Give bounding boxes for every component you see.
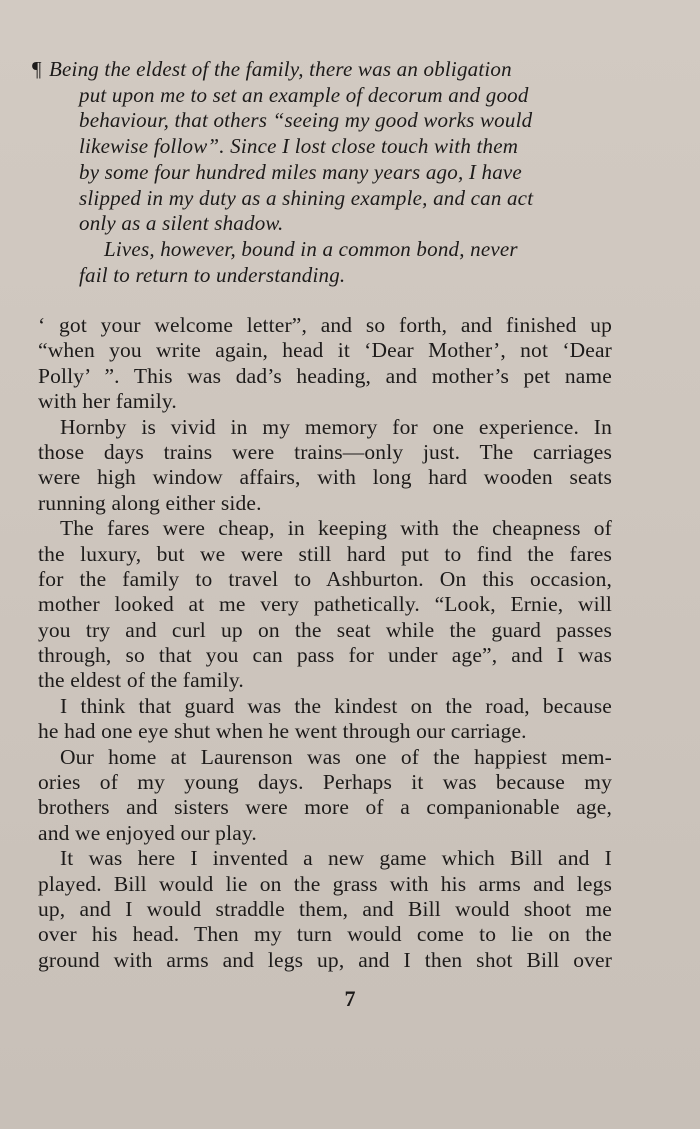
text-line: those days trains were trains—only just. The carriages: [38, 439, 612, 464]
text-line: The fares were cheap, in keeping with the cheapness of: [60, 516, 612, 541]
text-line: played. Bill would lie on the grass with his arms and legs: [38, 871, 612, 896]
text-line: “when you write again, head it ‘Dear Mother’, not ‘Dear: [38, 338, 612, 363]
text-line: Polly’ ”. This was dad’s heading, and mother’s pet name: [38, 363, 612, 388]
epigraph-line: ¶ Being the eldest of the family, there was an obligation: [32, 57, 512, 81]
text-line: mother looked at me very pathetically. “Look, Ernie, will: [38, 592, 612, 617]
text-line: running along either side.: [38, 490, 262, 515]
text-line: the luxury, but we were still hard put to find the fares: [38, 541, 612, 566]
text-line: through, so that you can pass for under age”, and I was: [38, 643, 612, 668]
pilcrow-mark: ¶: [32, 57, 42, 81]
page-number: 7: [344, 986, 356, 1011]
text-line: for the family to travel to Ashburton. On this occasion,: [38, 566, 612, 591]
text-line: the eldest of the family.: [38, 668, 244, 693]
text-line: ‘ got your welcome letter”, and so forth, and finished up: [38, 313, 612, 337]
epigraph-line: Lives, however, bound in a common bond, never: [104, 236, 518, 261]
text-line: he had one eye shut when he went through our carriage.: [38, 719, 527, 744]
text-line: ories of my young days. Perhaps it was because my: [38, 770, 612, 795]
text-line: up, and I would straddle them, and Bill would shoot me: [38, 896, 612, 921]
text-line: were high window affairs, with long hard wooden seats: [38, 465, 612, 490]
epigraph-line: behaviour, that others “seeing my good works would: [79, 108, 533, 133]
epigraph-line: slipped in my duty as a shining example, and can act: [79, 185, 534, 210]
text-line: you try and curl up on the seat while the guard passes: [38, 617, 612, 642]
text-line: It was here I invented a new game which Bill and I: [60, 846, 612, 871]
epigraph: [32, 57, 614, 288]
text-line: brothers and sisters were more of a companionable age,: [38, 795, 612, 820]
text-line: Hornby is vivid in my memory for one experience. In: [60, 414, 612, 439]
text-line: ground with arms and legs up, and I then shot Bill over: [38, 947, 612, 972]
text-line: over his head. Then my turn would come to lie on the: [38, 922, 612, 947]
epigraph-line: put upon me to set an example of decorum and good: [79, 82, 529, 107]
text-line: I think that guard was the kindest on the road, because: [60, 693, 612, 718]
text-line: and we enjoyed our play.: [38, 820, 257, 845]
text-line: Our home at Laurenson was one of the happiest mem-: [60, 744, 612, 769]
epigraph-line: likewise follow”. Since I lost close touch with them: [79, 134, 519, 159]
epigraph-line: only as a silent shadow.: [79, 211, 284, 236]
body-text: [38, 313, 612, 973]
epigraph-line: fail to return to understanding.: [79, 262, 346, 287]
epigraph-line: by some four hundred miles many years ago, I have: [79, 159, 522, 184]
text-line: with her family.: [38, 389, 177, 414]
